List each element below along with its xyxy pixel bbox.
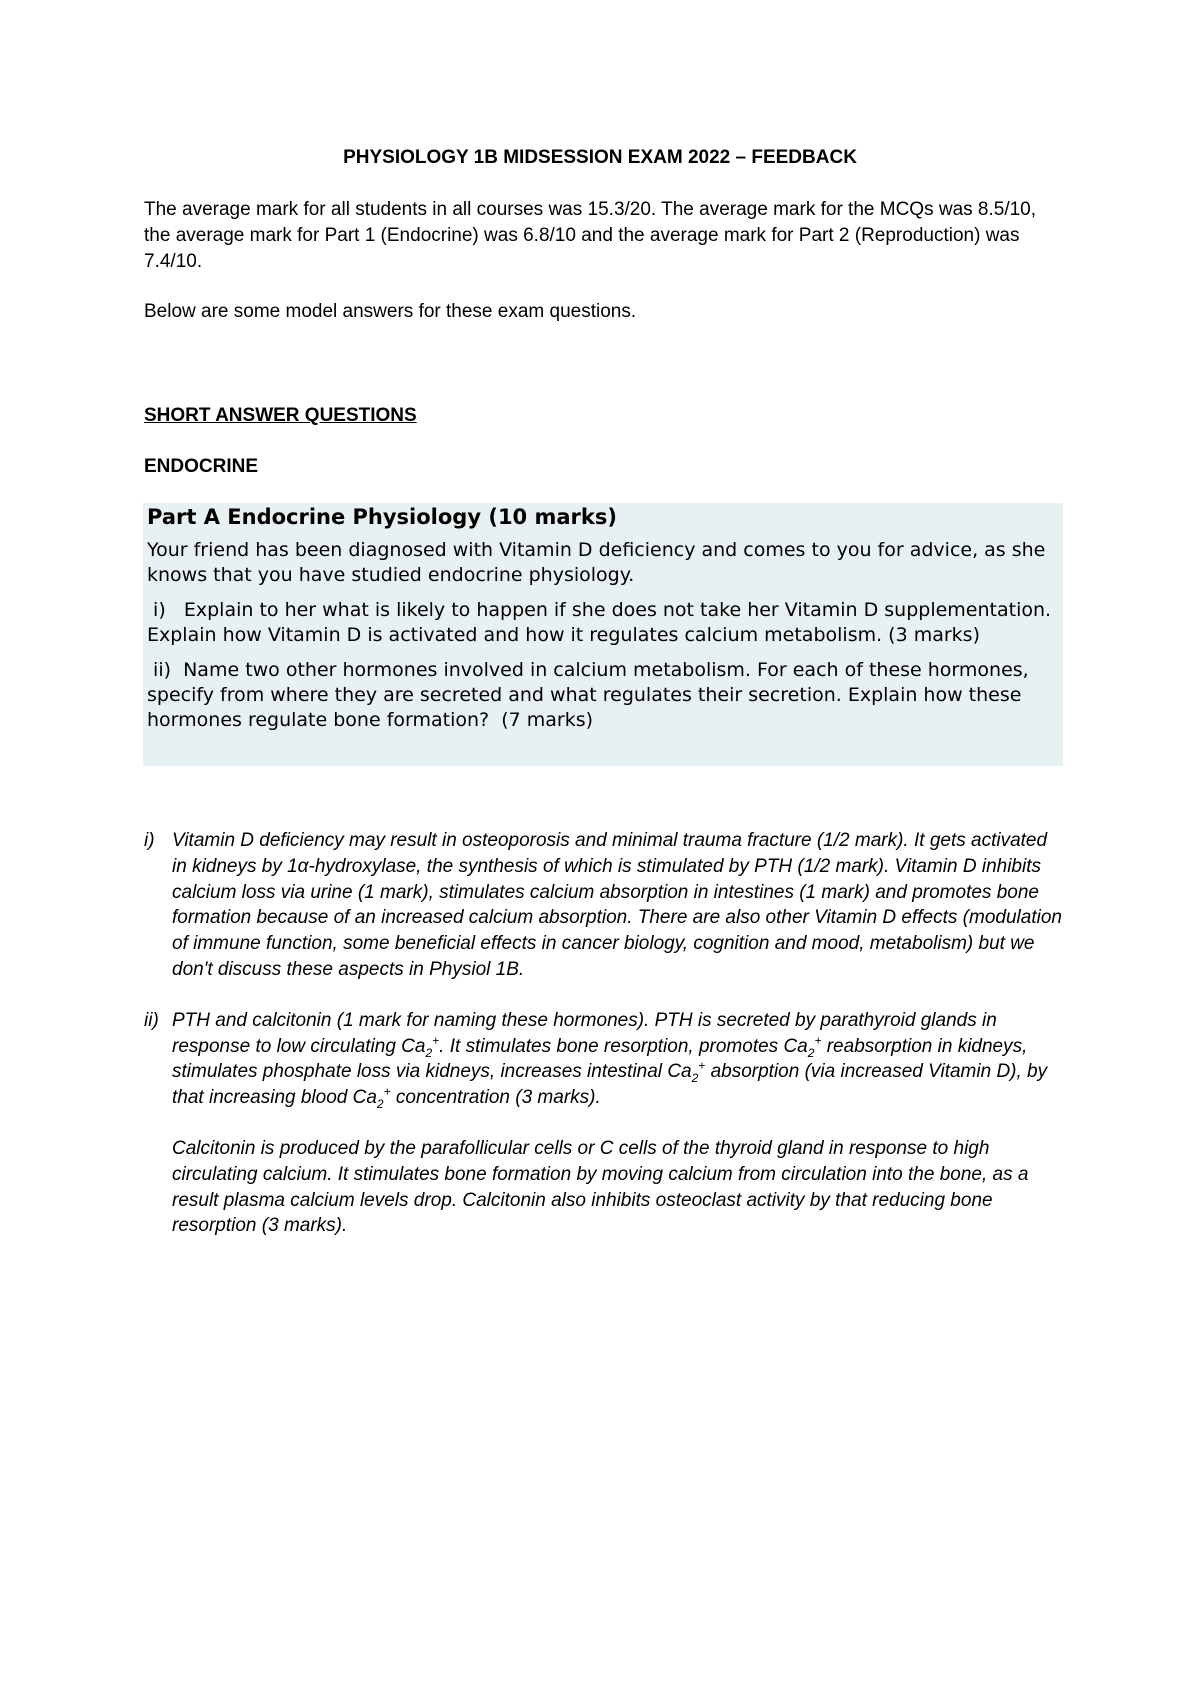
calcium-ion: $Ca_2^+$ <box>667 1059 706 1086</box>
question-part-ii: ii) Name two other hormones involved in calcium metabolism. For each of these hormones, specify from where they are secreted and what regulates their secretion. Explain how these hormones regulate bone formation? (7 marks) <box>147 659 1035 731</box>
intro-paragraph: The average mark for all students in all courses was 15.3/20. The average mark for the MCQs was 8.5/10, the average mark for Part 1 (Endocrine) was 6.8/10 and the average mark for Part 2 (Reproduction) was 7.4/10. <box>144 199 1037 272</box>
calcium-ion: $Ca_2^+$ <box>783 1033 822 1060</box>
answer-pth-text: PTH and calcitonin (1 mark for naming these hormones). PTH is secreted by parathyroid glands in response to low circulating $Ca_2^+$. It stimulates bone resorption, promotes $Ca_2^+$ reabsorption in kidneys, stimulates phosphate loss via kidneys, increases intestinal $Ca_2^+$ absorption (via increased Vitamin D), by that increasing blood $Ca_2^+$ concentration (3 marks). <box>172 1009 1048 1111</box>
answer-i <box>144 828 1064 983</box>
answer-ii <box>144 1008 1064 1239</box>
question-title: Part A Endocrine Physiology (10 marks) <box>147 505 617 529</box>
answer-body <box>172 1008 1064 1239</box>
subsection-heading: ENDOCRINE <box>144 456 259 477</box>
question-box <box>143 503 1063 766</box>
answer-text: Vitamin D deficiency may result in osteoporosis and minimal trauma fracture (1/2 mark). It gets activated in kidneys by 1α-hydroxylase, the synthesis of which is stimulated by PTH (1/2 mark). Vitamin D inhibits calcium loss via urine (1 mark), stimulates calcium absorption in intestines (1 mark) and promotes bone formation because of an increased calcium absorption. There are also other Vitamin D effects (modulation of immune function, some beneficial effects in cancer biology, cognition and mood, metabolism) but we don't discuss these aspects in Physiol 1B. <box>172 830 1062 980</box>
question-part-i: i) Explain to her what is likely to happen if she does not take her Vitamin D supplementation. Explain how Vitamin D is activated and how it regulates calcium metabolism. (3 marks) <box>147 599 1058 646</box>
question-scenario: Your friend has been diagnosed with Vitamin D deficiency and comes to you for advice, as she knows that you have studied endocrine physiology. <box>147 539 1046 586</box>
model-answers <box>144 828 1064 1239</box>
calcium-ion: $Ca_2^+$ <box>401 1033 440 1060</box>
model-answers-note: Below are some model answers for these exam questions. <box>144 301 637 322</box>
answer-number: ii) <box>144 1009 159 1031</box>
calcium-ion: $Ca_2^+$ <box>352 1084 391 1111</box>
answer-number: i) <box>144 830 155 851</box>
answer-calcitonin-text: Calcitonin is produced by the parafollicular cells or C cells of the thyroid gland in response to high circulating calcium. It stimulates bone formation by moving calcium from circulation into the bone, as a result plasma calcium levels drop. Calcitonin also inhibits osteoclast activity by that reducing bone resorption (3 marks). <box>172 1137 1029 1237</box>
document-title: PHYSIOLOGY 1B MIDSESSION EXAM 2022 – FEEDBACK <box>343 147 857 168</box>
section-heading: SHORT ANSWER QUESTIONS <box>144 405 417 426</box>
